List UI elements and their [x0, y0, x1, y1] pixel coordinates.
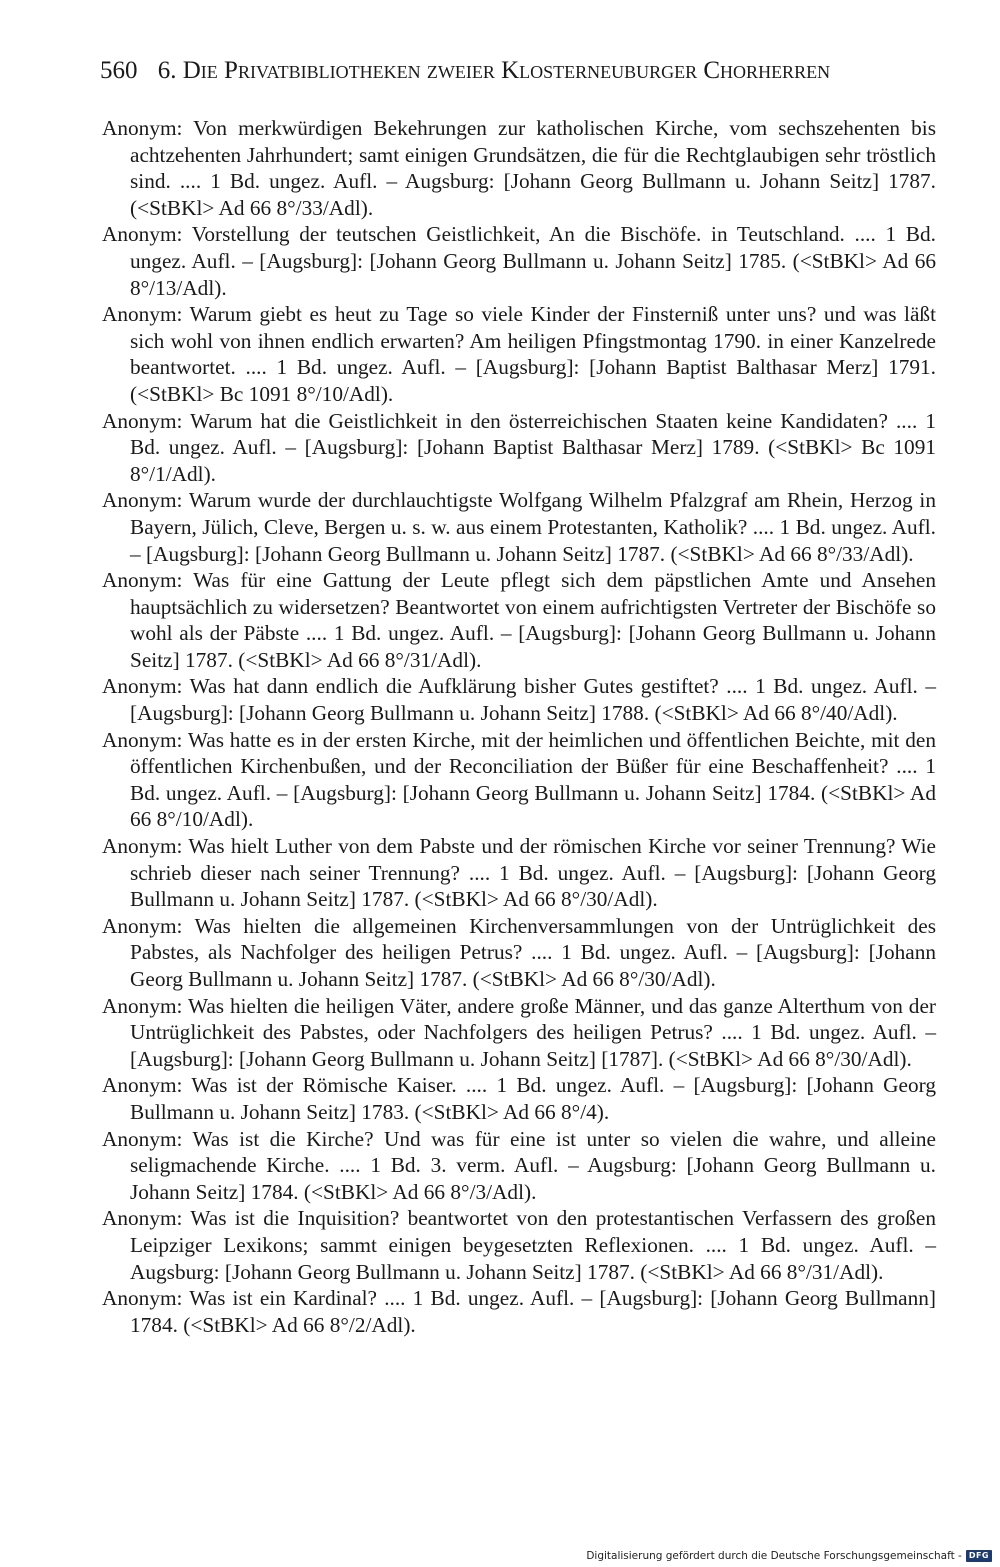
page-header [100, 54, 940, 88]
dfg-logo: DFG [966, 1550, 992, 1562]
bibliography-entry: Anonym: Was hielten die allgemeinen Kirchenversammlungen von der Untrüglichkeit des Pabstes, als Nachfolger des heiligen Petrus? .... 1 Bd. ungez. Aufl. – [Augsburg]: [Johann Georg Bullmann u. Johann Seitz] 1787. (<StBKl> Ad 66 8°/30/Adl). [102, 913, 936, 991]
bibliography-entry: Anonym: Was ist die Inquisition? beantwortet von den protestantischen Verfassern des großen Leipziger Lexikons; sammt einigen beygesetzten Reflexionen. .... 1 Bd. ungez. Aufl. – Augsburg: [Johann Georg Bullmann u. Johann Seitz] 1787. (<StBKl> Ad 66 8°/31/Adl). [102, 1206, 936, 1284]
digitization-credit [586, 1549, 992, 1563]
bibliography-entry: Anonym: Warum giebt es heut zu Tage so viele Kinder der Finsterniß unter uns? und was läßt sich wohl von ihnen endlich erwarten? Am heiligen Pfingstmontag 1790. in einer Kanzelrede beantwortet. .... 1 Bd. ungez. Aufl. – [Augsburg]: [Johann Baptist Balthasar Merz] 1791. (<StBKl> Bc 1091 8°/10/Adl). [102, 302, 936, 406]
bibliography-entry: Anonym: Was hat dann endlich die Aufklärung bisher Gutes gestiftet? .... 1 Bd. ungez. Aufl. – [Augsburg]: [Johann Georg Bullmann u. Johann Seitz] 1788. (<StBKl> Ad 66 8°/40/Adl). [102, 674, 936, 726]
bibliography-entry: Anonym: Warum wurde der durchlauchtigste Wolfgang Wilhelm Pfalzgraf am Rhein, Herzog in Bayern, Jülich, Cleve, Bergen u. s. w. aus einem Protestanten, Katholik? .... 1 Bd. ungez. Aufl. – [Augsburg]: [Johann Georg Bullmann u. Johann Seitz] 1787. (<StBKl> Ad 66 8°/33/Adl). [102, 488, 936, 566]
page-number: 560 [100, 57, 138, 84]
bibliography-entry: Anonym: Vorstellung der teutschen Geistlichkeit, An die Bischöfe. in Teutschland. .... 1 Bd. ungez. Aufl. – [Augsburg]: [Johann Georg Bullmann u. Johann Seitz] 1785. (<StBKl> Ad 66 8°/13/Adl). [102, 222, 936, 300]
bibliography-entry: Anonym: Was ist die Kirche? Und was für eine ist unter so vielen die wahre, und alleine seligmachende Kirche. .... 1 Bd. 3. verm. Aufl. – Augsburg: [Johann Georg Bullmann u. Johann Seitz] 1784. (<StBKl> Ad 66 8°/3/Adl). [102, 1126, 936, 1204]
running-head-text: 6. Die Privatbibliotheken zweier Klosterneuburger Chorherren [157, 57, 831, 84]
bibliography-entry: Anonym: Warum hat die Geistlichkeit in den österreichischen Staaten keine Kandidaten? .... 1 Bd. ungez. Aufl. – [Augsburg]: [Johann Baptist Balthasar Merz] 1789. (<StBKl> Bc 1091 8°/1/Adl). [102, 408, 936, 486]
bibliography-list [102, 115, 936, 1338]
bibliography-entry: Anonym: Was hielt Luther von dem Pabste und der römischen Kirche vor seiner Trennung? Wie schrieb dieser nach seiner Trennung? .... 1 Bd. ungez. Aufl. – [Augsburg]: [Johann Georg Bullmann u. Johann Seitz] 1787. (<StBKl> Ad 66 8°/30/Adl). [102, 834, 936, 912]
bibliography-entry: Anonym: Was ist ein Kardinal? .... 1 Bd. ungez. Aufl. – [Augsburg]: [Johann Georg Bullmann] 1784. (<StBKl> Ad 66 8°/2/Adl). [102, 1286, 936, 1337]
running-head [158, 57, 830, 84]
credit-text: Digitalisierung gefördert durch die Deutsche Forschungsgemeinschaft - [586, 1550, 962, 1562]
bibliography-entry: Anonym: Was hatte es in der ersten Kirche, mit der heimlichen und öffentlichen Beichte, mit den öffentlichen Kirchenbußen, und der Reconciliation der Büßer für eine Beschaffenheit? .... 1 Bd. ungez. Aufl. – [Augsburg]: [Johann Georg Bullmann u. Johann Seitz] 1784. (<StBKl> Ad 66 8°/10/Adl). [102, 727, 936, 832]
bibliography-entry: Anonym: Was für eine Gattung der Leute pflegt sich dem päpstlichen Amte und Ansehen hauptsächlich zu widersetzen? Beantwortet von einem aufrichtigsten Vertreter der Bischöfe so wohl als der Päbste .... 1 Bd. ungez. Aufl. – [Augsburg]: [Johann Georg Bullmann u. Johann Seitz] 1787. (<StBKl> Ad 66 8°/31/Adl). [102, 568, 936, 672]
bibliography-entry: Anonym: Von merkwürdigen Bekehrungen zur katholischen Kirche, vom sechszehenten bis achtzehenten Jahrhundert; samt einigen Grundsätzen, die für die Rechtglaubigen sehr tröstlich sind. .... 1 Bd. ungez. Aufl. – Augsburg: [Johann Georg Bullmann u. Johann Seitz] 1787. (<StBKl> Ad 66 8°/33/Adl). [102, 116, 936, 220]
bibliography-entry: Anonym: Was ist der Römische Kaiser. .... 1 Bd. ungez. Aufl. – [Augsburg]: [Johann Georg Bullmann u. Johann Seitz] 1783. (<StBKl> Ad 66 8°/4). [102, 1073, 936, 1124]
bibliography-entry: Anonym: Was hielten die heiligen Väter, andere große Männer, und das ganze Alterthum von der Untrüglichkeit des Pabstes, oder Nachfolgers des heiligen Petrus? .... 1 Bd. ungez. Aufl. – [Augsburg]: [Johann Georg Bullmann u. Johann Seitz] [1787]. (<StBKl> Ad 66 8°/30/Adl). [102, 993, 936, 1071]
